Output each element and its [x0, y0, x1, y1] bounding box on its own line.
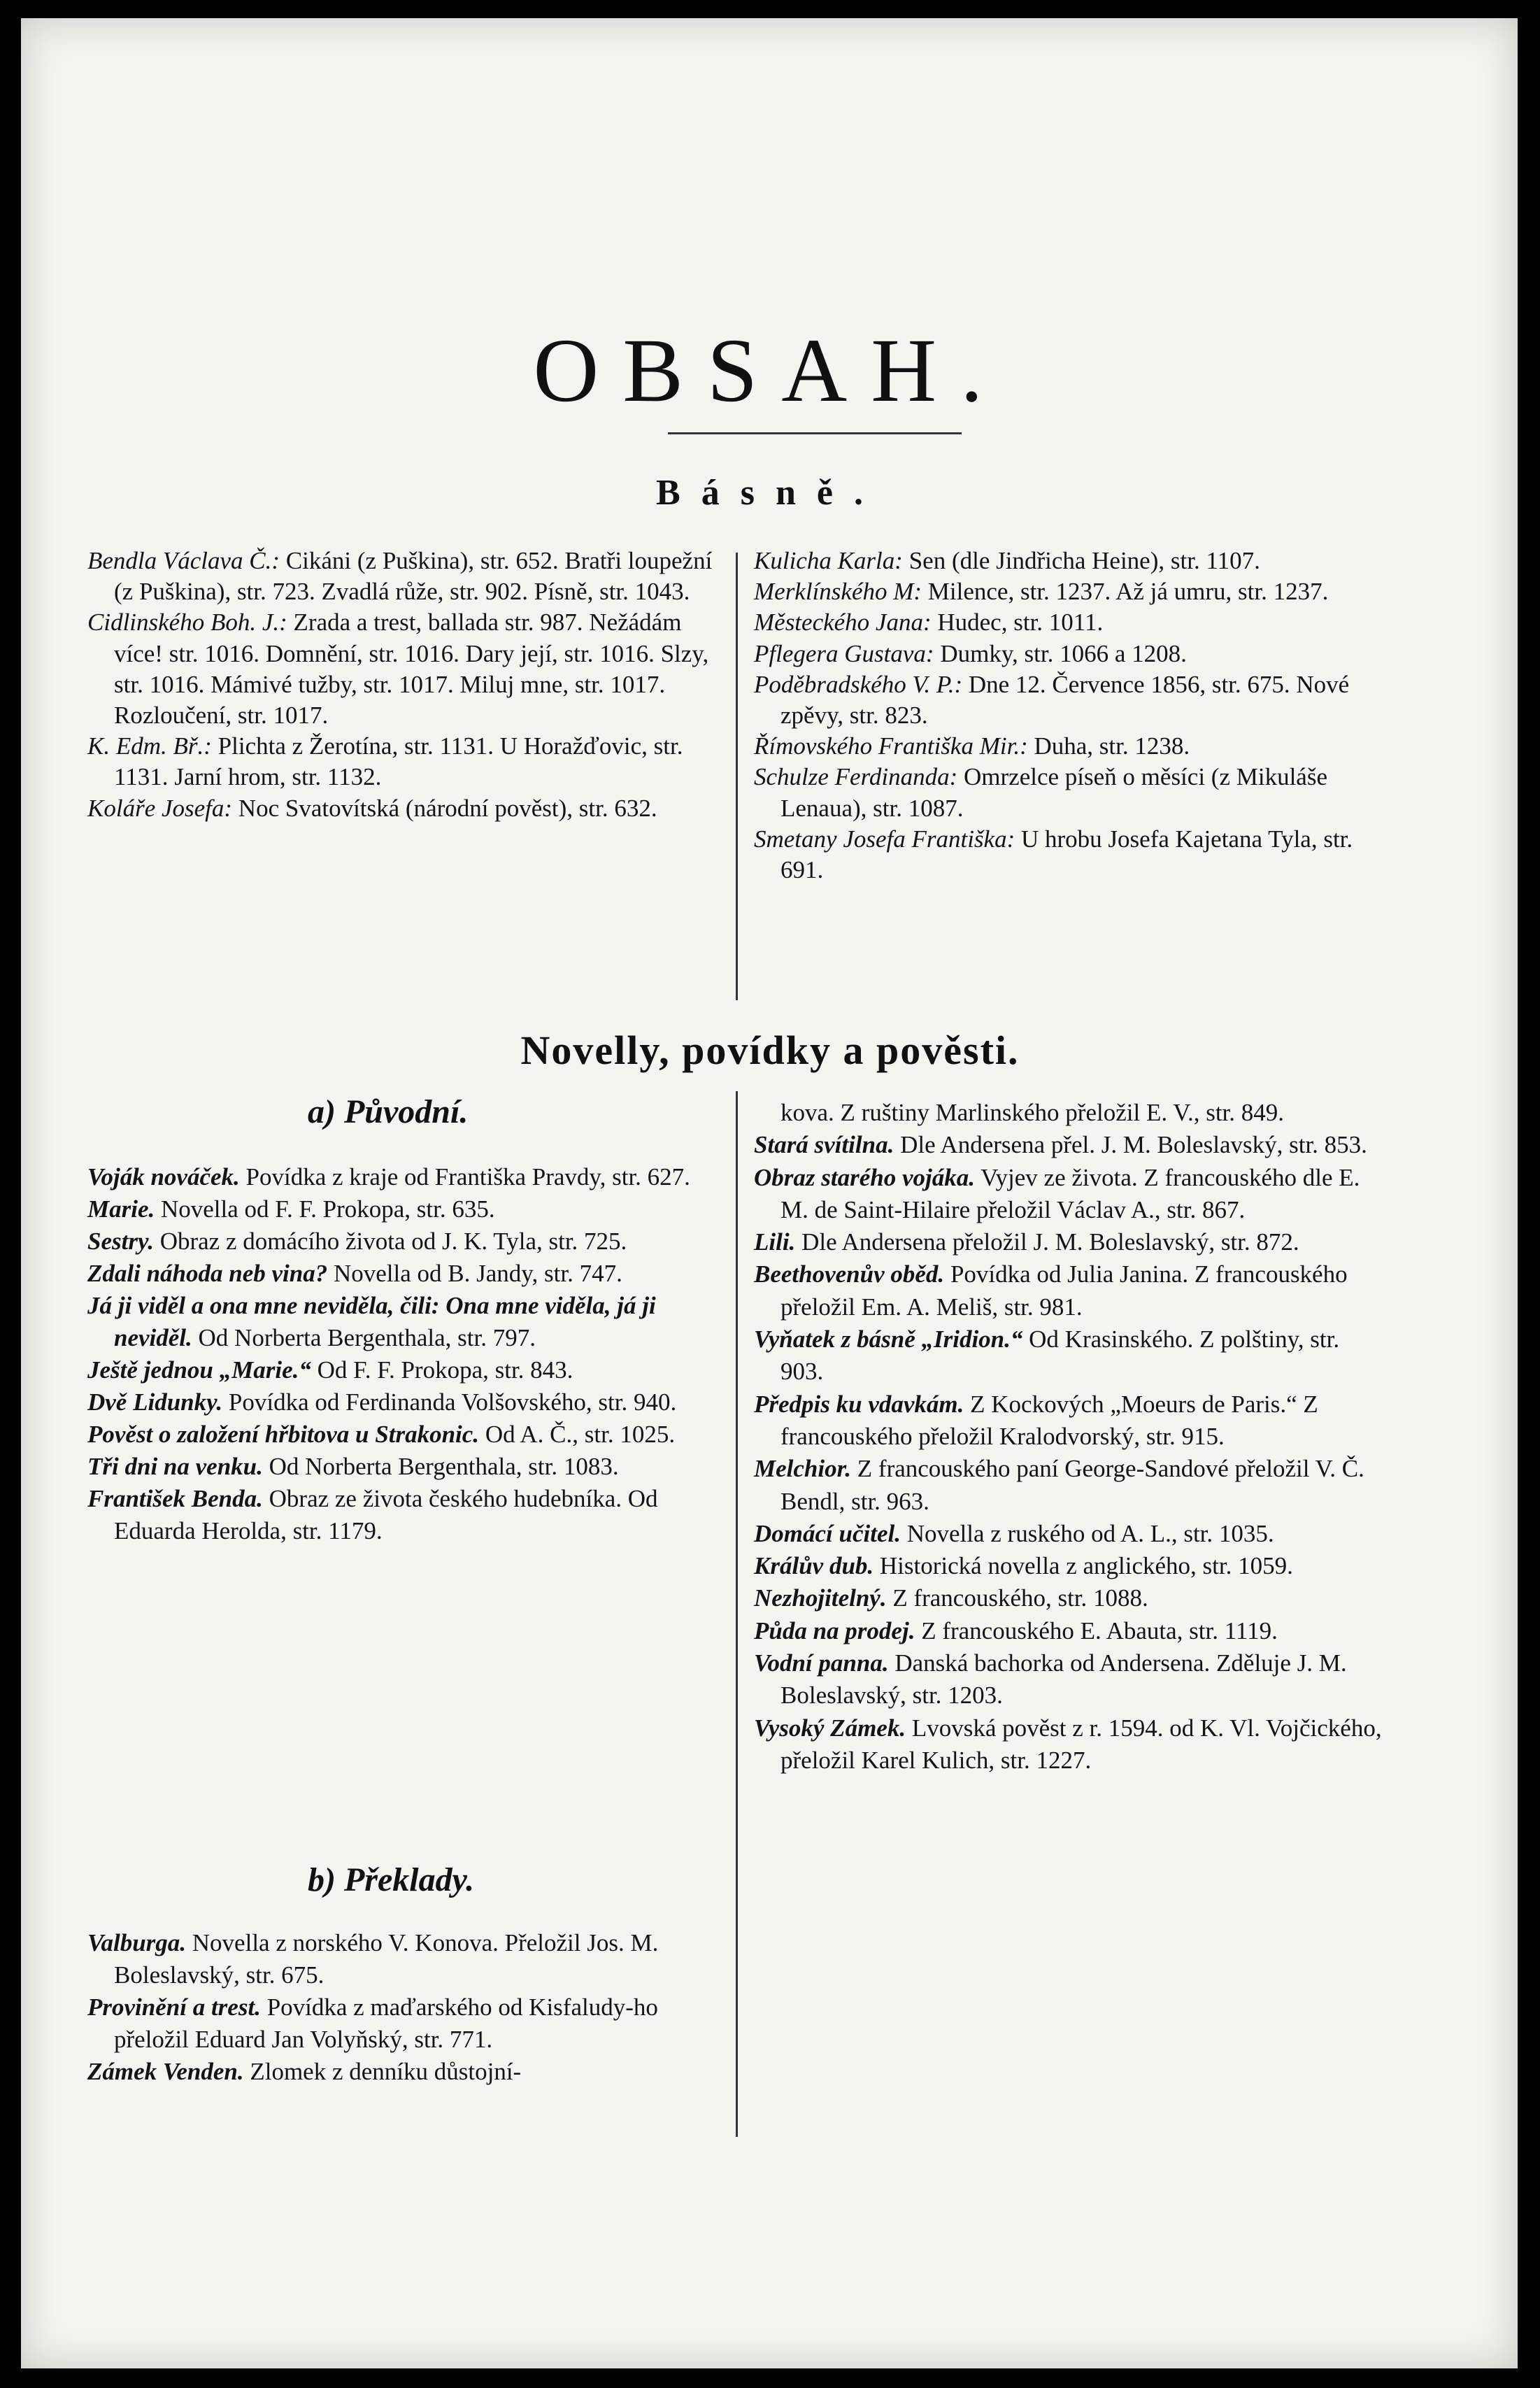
- story-entry: [87, 1483, 717, 1547]
- puvodni-column: [87, 1161, 717, 1547]
- entry-author: K. Edm. Bř.:: [87, 732, 212, 760]
- entry-text: Hudec, str. 1011.: [937, 609, 1104, 637]
- entry-text: Povídka od Julia Janina. Z francouského přeložil Em. A. Meliš, str. 981.: [780, 1260, 1348, 1321]
- story-entry: [754, 1129, 1387, 1161]
- entry-text: Dle Andersena přel. J. M. Boleslavský, str. 853.: [900, 1131, 1367, 1159]
- story-entry: [87, 1193, 717, 1225]
- entry-title: Já ji viděl a ona mne neviděla, čili: Ona mne viděla, já ji neviděl.: [87, 1292, 656, 1351]
- entry-text: U hrobu Josefa Kajetana Tyla, str. 691.: [780, 825, 1353, 884]
- poem-entry: [754, 576, 1387, 607]
- entry-text: Povídka z kraje od Františka Pravdy, str. 627.: [245, 1163, 690, 1191]
- story-entry: [87, 1354, 717, 1386]
- entry-title: Předpis ku vdavkám.: [754, 1390, 964, 1418]
- entry-text: Historická novella z anglického, str. 1059.: [879, 1552, 1293, 1580]
- story-entry: [754, 1712, 1387, 1777]
- entry-author: Cidlinského Boh. J.:: [87, 609, 287, 637]
- entry-text: Obraz ze života českého hudebníka. Od Eduarda Herolda, str. 1179.: [114, 1485, 658, 1544]
- entry-text: Plichta z Žerotína, str. 1131. U Horažďovic, str. 1131. Jarní hrom, str. 1132.: [114, 732, 683, 791]
- entry-text: Z francouského E. Abauta, str. 1119.: [921, 1616, 1278, 1644]
- section-heading-basne: Básně.: [656, 473, 884, 513]
- entry-text: Omrzelce píseň o měsíci (z Mikuláše Lenaua), str. 1087.: [780, 763, 1327, 822]
- poem-entry: [754, 639, 1387, 669]
- section-heading-novelly: Novelly, povídky a pověsti.: [520, 1028, 1020, 1073]
- entry-title: Králův dub.: [754, 1552, 874, 1580]
- story-entry: [87, 1258, 717, 1290]
- entry-author: Kulicha Karla:: [754, 547, 903, 574]
- entry-text: Lvovská pověst z r. 1594. od K. Vl. Vojčického, přeložil Karel Kulich, str. 1227.: [780, 1714, 1382, 1774]
- entry-text: Novella z norského V. Konova. Přeložil Jos. M. Boleslavský, str. 675.: [114, 1929, 659, 1989]
- entry-title: Vysoký Zámek.: [754, 1714, 906, 1742]
- story-entry: [754, 1162, 1387, 1227]
- preklady-left-column: [87, 1927, 717, 2088]
- entry-text: Z Kockových „Moeurs de Paris.“ Z francouského přeložil Kralodvorský, str. 915.: [780, 1390, 1318, 1450]
- entry-text: Dumky, str. 1066 a 1208.: [940, 639, 1187, 667]
- entry-title: Půda na prodej.: [754, 1616, 915, 1644]
- entry-author: Merklínského M:: [754, 578, 922, 606]
- entry-author: Bendla Václava Č.:: [87, 547, 280, 574]
- entry-title: Zámek Venden.: [87, 2058, 244, 2085]
- entry-title: Voják nováček.: [87, 1163, 240, 1191]
- story-entry: [87, 1451, 717, 1483]
- entry-text: Danská bachorka od Andersena. Zděluje J. M. Boleslavský, str. 1203.: [780, 1649, 1347, 1710]
- entry-text: kova. Z ruštiny Marlinského přeložil E. V., str. 849.: [780, 1099, 1285, 1126]
- entry-title: Valburga.: [87, 1929, 187, 1956]
- basne-left-column: [87, 546, 724, 824]
- entry-author: Městeckého Jana:: [754, 609, 932, 637]
- entry-author: Pflegera Gustava:: [754, 639, 934, 667]
- story-entry: [87, 2056, 717, 2088]
- entry-text: Z francouského paní George-Sandové přeložil V. Č. Bendl, str. 963.: [780, 1455, 1364, 1515]
- entry-title: Vyňatek z básně „Iridion.“: [754, 1326, 1023, 1353]
- story-entry-continued: [754, 1097, 1387, 1129]
- poem-entry: [87, 546, 724, 607]
- story-entry: [754, 1518, 1387, 1550]
- entry-text: Zlomek z denníku důstojní-: [250, 2058, 522, 2085]
- entry-author: Poděbradského V. P.:: [754, 670, 963, 698]
- entry-title: Pověst o založení hřbitova u Strakonic.: [87, 1421, 480, 1448]
- poem-entry: [754, 607, 1387, 638]
- entry-text: Dle Andersena přeložil J. M. Boleslavský, str. 872.: [801, 1228, 1299, 1256]
- entry-text: Povídka od Ferdinanda Volšovského, str. 940.: [228, 1388, 677, 1416]
- entry-title: Beethovenův oběd.: [754, 1260, 945, 1288]
- entry-title: Tři dni na venku.: [87, 1453, 263, 1480]
- entry-title: Obraz starého vojáka.: [754, 1163, 975, 1191]
- column-divider: [736, 1091, 738, 2137]
- entry-title: Lili.: [754, 1228, 796, 1256]
- entry-text: Od F. F. Prokopa, str. 843.: [317, 1356, 573, 1384]
- entry-title: Stará svítilna.: [754, 1131, 894, 1159]
- poem-entry: [754, 546, 1387, 576]
- poem-entry: [87, 731, 724, 793]
- entry-text: Od A. Č., str. 1025.: [485, 1421, 676, 1448]
- story-entry: [754, 1550, 1387, 1582]
- entry-title: Domácí učitel.: [754, 1519, 901, 1547]
- entry-author: Schulze Ferdinanda:: [754, 763, 958, 791]
- column-divider: [736, 553, 738, 1000]
- subsection-heading-preklady: b) Překlady.: [308, 1861, 475, 1898]
- entry-text: Od Norberta Bergenthala, str. 1083.: [269, 1453, 619, 1480]
- entry-text: Cikáni (z Puškina), str. 652. Bratři loupežní (z Puškina), str. 723. Zvadlá růže, str. 902. Písně, str. 1043.: [114, 547, 713, 606]
- entry-text: Vyjev ze života. Z francouského dle E. M. de Saint-Hilaire přeložil Václav A., str. 867.: [780, 1163, 1360, 1223]
- story-entry: [754, 1323, 1387, 1388]
- story-entry: [754, 1582, 1387, 1614]
- story-entry: [87, 1225, 717, 1258]
- entry-title: Dvě Lidunky.: [87, 1388, 223, 1416]
- story-entry: [754, 1647, 1387, 1712]
- poem-entry: [754, 824, 1387, 886]
- story-entry: [87, 1290, 717, 1354]
- story-entry: [87, 1419, 717, 1451]
- entry-title: Vodní panna.: [754, 1649, 889, 1677]
- story-entry: [754, 1226, 1387, 1258]
- entry-text: Novella od B. Jandy, str. 747.: [333, 1260, 622, 1287]
- page-title: OBSAH.: [533, 320, 1007, 421]
- entry-text: Zrada a trest, ballada str. 987. Nežádám více! str. 1016. Domnění, str. 1016. Dary její, str. 1016. Slzy, str. 1016. Mámivé tužby, str. 1017. Miluj mne, str. 1017. Rozloučení, str. 1017.: [114, 609, 709, 730]
- subsection-heading-puvodni: a) Původní.: [308, 1093, 469, 1130]
- title-underline: [668, 432, 962, 434]
- entry-text: Milence, str. 1237. Až já umru, str. 1237.: [927, 578, 1329, 606]
- entry-title: Zdali náhoda neb vina?: [87, 1260, 328, 1287]
- entry-text: Dne 12. Července 1856, str. 675. Nové zpěvy, str. 823.: [780, 670, 1350, 730]
- entry-title: František Benda.: [87, 1485, 263, 1512]
- entry-author: Koláře Josefa:: [87, 794, 233, 822]
- entry-text: Duha, str. 1238.: [1034, 732, 1190, 760]
- preklady-right-column: [754, 1097, 1387, 1777]
- entry-text: Povídka z maďarského od Kisfaludy-ho přeložil Eduard Jan Volyňský, str. 771.: [114, 1993, 658, 2053]
- story-entry: [87, 1991, 717, 2056]
- entry-text: Od Krasinského. Z polštiny, str. 903.: [780, 1326, 1340, 1386]
- entry-title: Nezhojitelný.: [754, 1584, 887, 1612]
- poem-entry: [754, 669, 1387, 731]
- story-entry: [754, 1388, 1387, 1454]
- entry-text: Od Norberta Bergenthala, str. 797.: [198, 1324, 536, 1351]
- story-entry: [87, 1161, 717, 1193]
- entry-text: Noc Svatovítská (národní pověst), str. 632.: [238, 794, 657, 822]
- story-entry: [754, 1453, 1387, 1518]
- story-entry: [754, 1258, 1387, 1323]
- entry-author: Smetany Josefa Františka:: [754, 825, 1015, 853]
- poem-entry: [754, 731, 1387, 762]
- entry-text: Novella z ruského od A. L., str. 1035.: [906, 1519, 1274, 1547]
- story-entry: [754, 1615, 1387, 1647]
- poem-entry: [87, 607, 724, 731]
- story-entry: [87, 1386, 717, 1419]
- entry-title: Sestry.: [87, 1228, 154, 1255]
- entry-title: Provinění a trest.: [87, 1993, 261, 2021]
- entry-text: Obraz z domácího života od J. K. Tyla, str. 725.: [159, 1228, 627, 1255]
- entry-title: Marie.: [87, 1195, 155, 1223]
- basne-right-column: [754, 546, 1387, 886]
- entry-text: Novella od F. F. Prokopa, str. 635.: [161, 1195, 495, 1223]
- story-entry: [87, 1927, 717, 1991]
- entry-text: Sen (dle Jindřicha Heine), str. 1107.: [908, 547, 1260, 574]
- entry-text: Z francouského, str. 1088.: [892, 1584, 1148, 1612]
- poem-entry: [754, 762, 1387, 823]
- entry-author: Římovského Františka Mir.:: [754, 732, 1028, 760]
- entry-title: Ještě jednou „Marie.“: [87, 1356, 311, 1384]
- entry-title: Melchior.: [754, 1455, 852, 1483]
- poem-entry: [87, 793, 724, 824]
